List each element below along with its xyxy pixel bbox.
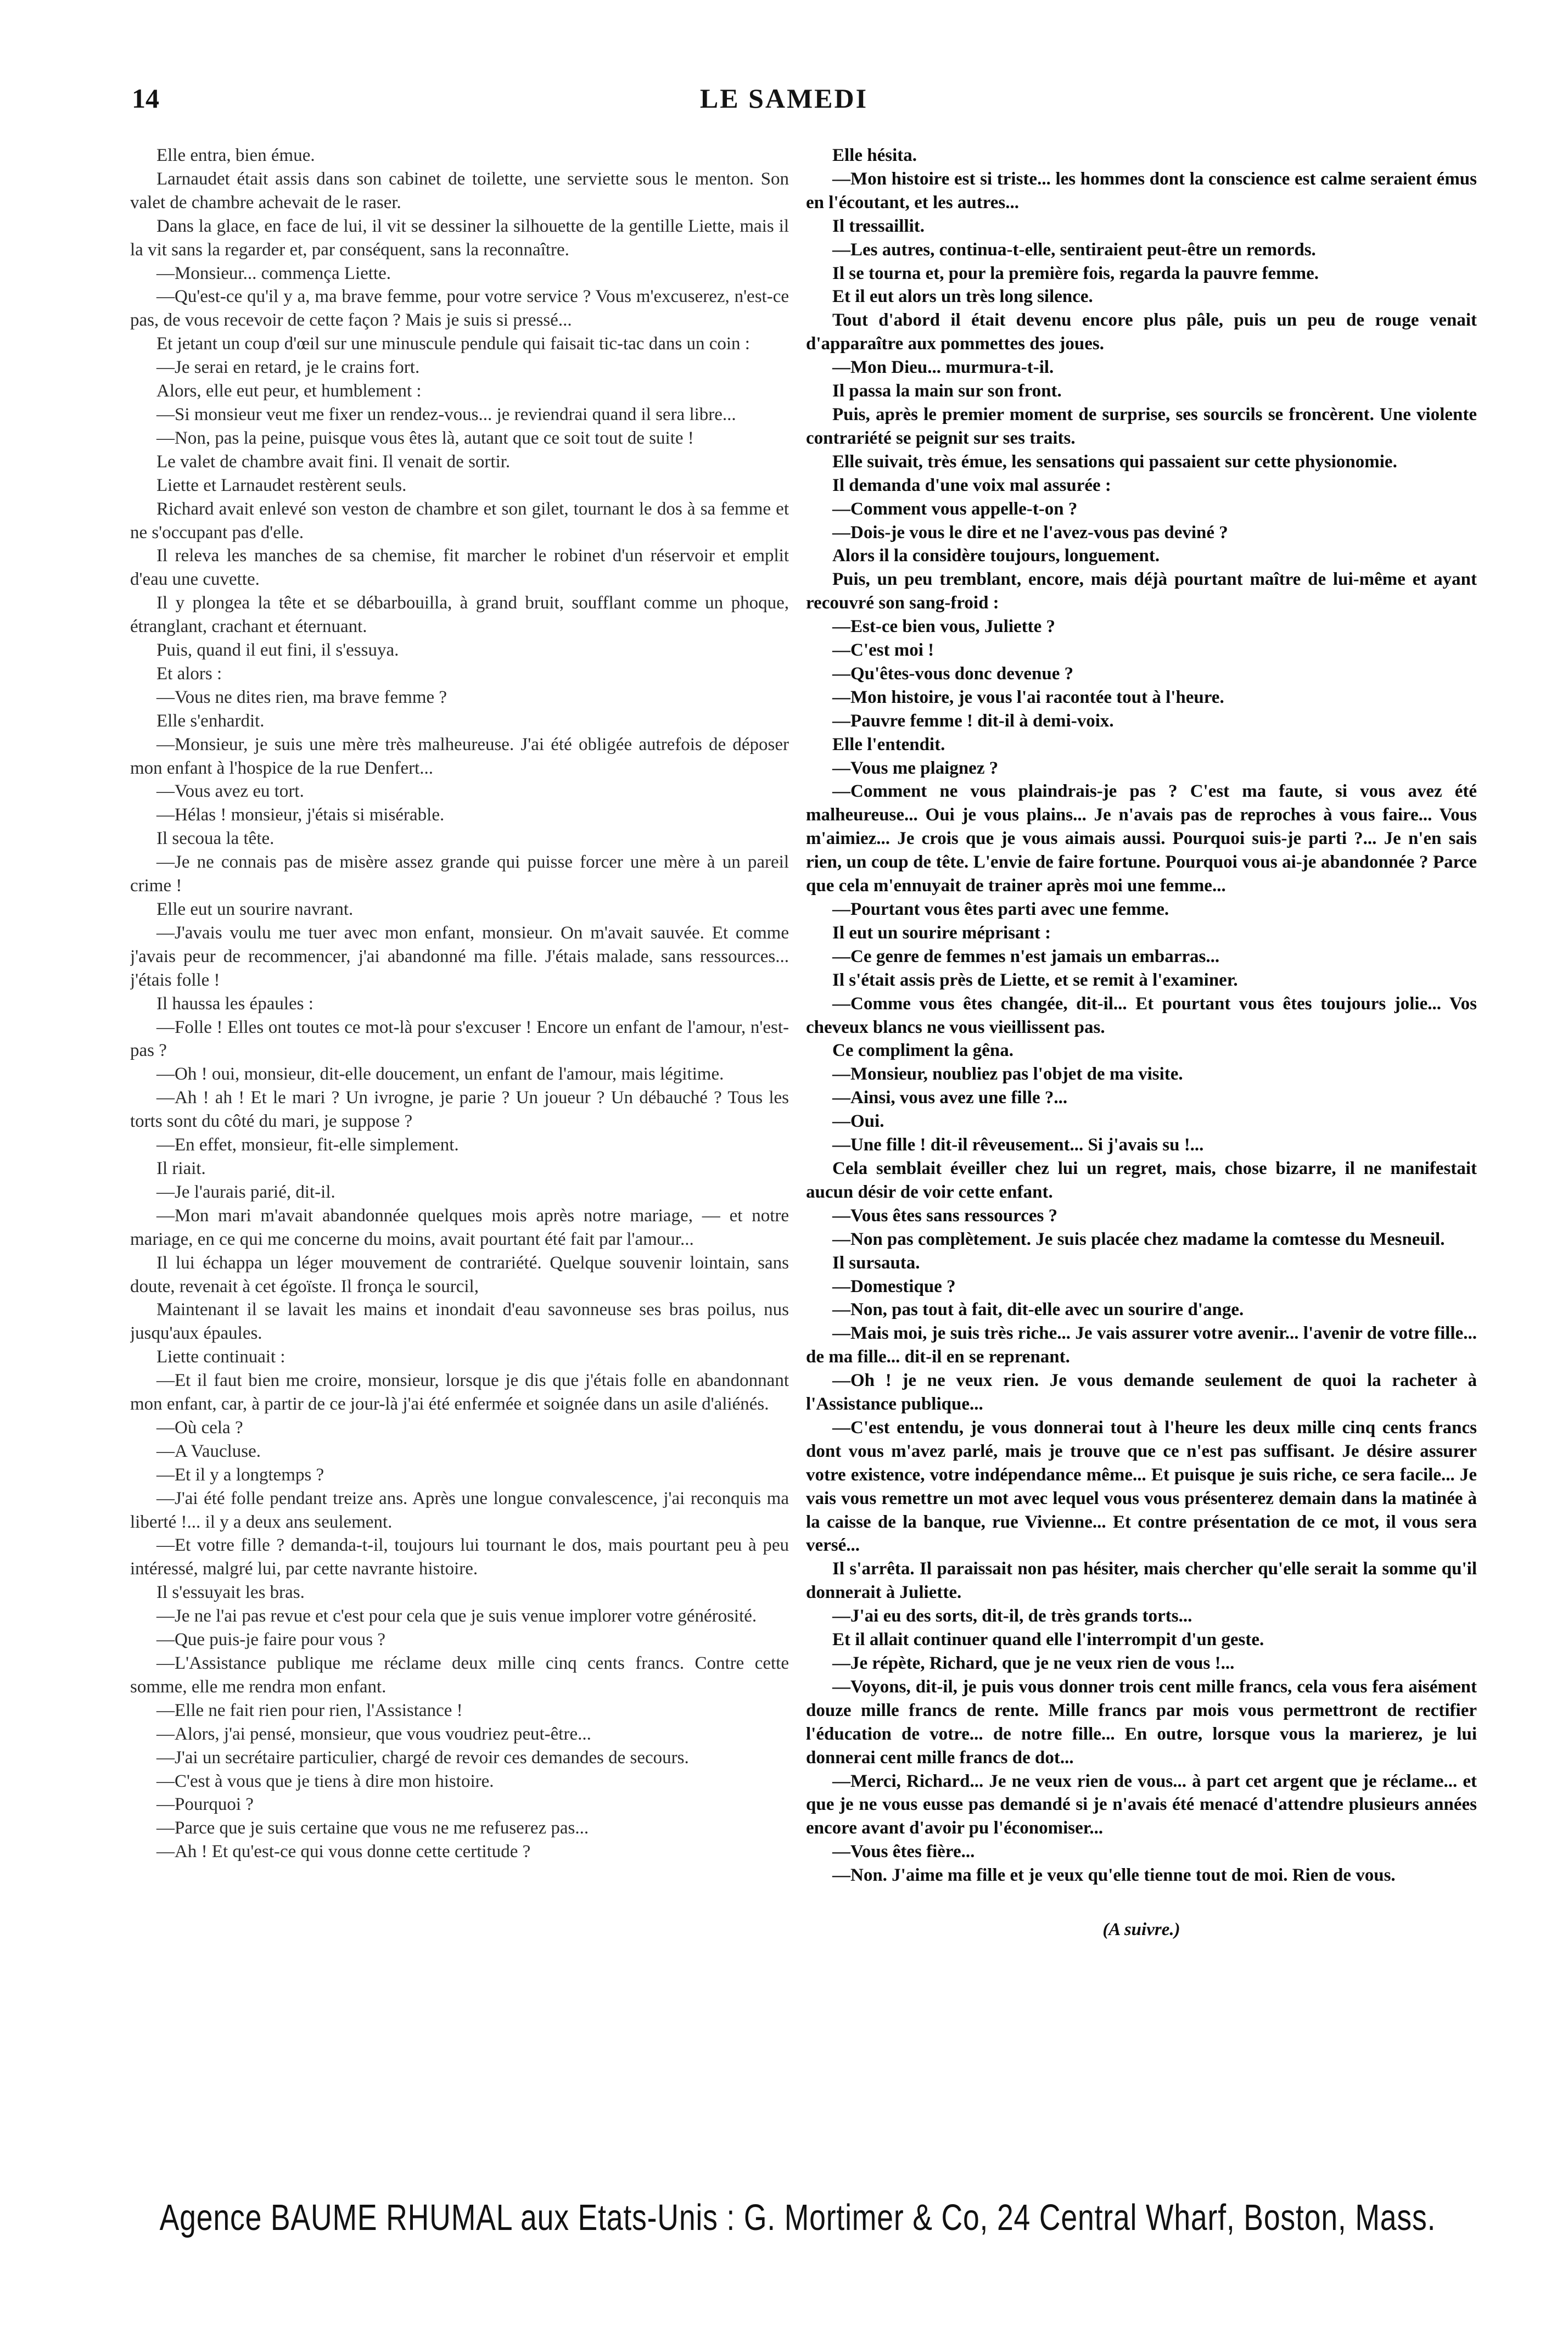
article-paragraph: Il s'arrêta. Il paraissait non pas hésiter, mais chercher qu'elle serait la somme qu'il donnerait à Juliette. bbox=[806, 1559, 1477, 1603]
article-paragraph: Richard avait enlevé son veston de chambre et son gilet, tournant le dos à sa femme et ne s'occupant pas d'elle. bbox=[130, 499, 789, 543]
article-paragraph: —Je serai en retard, je le crains fort. bbox=[156, 357, 420, 378]
article-paragraph: Elle entra, bien émue. bbox=[156, 146, 315, 165]
article-paragraph: —Vous avez eu tort. bbox=[156, 781, 304, 802]
footer-advertisement-text: Agence BAUME RHUMAL aux Etats-Unis : G. Mortimer & Co, 24 Central Wharf, Boston, Mass. bbox=[159, 2197, 1436, 2238]
page-number: 14 bbox=[132, 83, 159, 114]
article-paragraph: Liette continuait : bbox=[156, 1347, 285, 1367]
article-paragraph: Larnaudet était assis dans son cabinet de toilette, une serviette sous le menton. Son valet de chambre achevait de le raser. bbox=[130, 169, 789, 213]
article-paragraph: —Ah ! Et qu'est-ce qui vous donne cette certitude ? bbox=[156, 1842, 531, 1862]
article-paragraph: Il secoua la tête. bbox=[156, 829, 275, 849]
article-paragraph: —Non. J'aime ma fille et je veux qu'elle tienne tout de moi. Rien de vous. bbox=[832, 1865, 1396, 1886]
article-paragraph: —Pauvre femme ! dit-il à demi-voix. bbox=[832, 711, 1114, 731]
page-header bbox=[0, 82, 1568, 126]
article-paragraph: —Vous ne dites rien, ma brave femme ? bbox=[156, 687, 447, 707]
article-paragraph: —C'est moi ! bbox=[832, 640, 934, 661]
article-paragraph: Il demanda d'une voix mal assurée : bbox=[832, 475, 1111, 495]
article-paragraph: Il s'essuyait les bras. bbox=[156, 1583, 305, 1603]
footer-advertisement bbox=[0, 2196, 1568, 2257]
article-paragraph: —Est-ce bien vous, Juliette ? bbox=[832, 617, 1056, 637]
article-paragraph: —Parce que je suis certaine que vous ne me refuserez pas... bbox=[156, 1818, 589, 1838]
article-paragraph: Alors, elle eut peur, et humblement : bbox=[156, 381, 422, 401]
article-paragraph: —Dois-je vous le dire et ne l'avez-vous pas deviné ? bbox=[832, 522, 1228, 543]
article-paragraph: —Mais moi, je suis très riche... Je vais assurer votre avenir... l'avenir de votre fille... de ma fille... dit-il en se reprenant. bbox=[806, 1323, 1477, 1367]
article-paragraph: —Et votre fille ? demanda-t-il, toujours lui tournant le dos, mais pourtant peu à peu intéressé, malgré lui, par cette navrante histoire. bbox=[130, 1535, 789, 1579]
article-paragraph: —Si monsieur veut me fixer un rendez-vous... je reviendrai quand il sera libre... bbox=[156, 404, 736, 424]
article-paragraph: —Mon Dieu... murmura-t-il. bbox=[832, 357, 1054, 378]
article-paragraph: —Voyons, dit-il, je puis vous donner trois cent mille francs, cela vous fera aisément douze mille francs de rente. Mille francs par mois vous permettront de rectifier l'éducation de votre... de notre fille... En outre, lorsque vous la marierez, je lui donnerai cent mille francs de dot... bbox=[806, 1676, 1477, 1768]
article-paragraph: —Oh ! je ne veux rien. Je vous demande seulement de quoi la racheter à l'Assistance publique... bbox=[806, 1371, 1477, 1415]
article-paragraph: —Vous me plaignez ? bbox=[832, 758, 999, 778]
article-paragraph: —Ce genre de femmes n'est jamais un embarras... bbox=[832, 946, 1220, 966]
article-paragraph: —Pourquoi ? bbox=[156, 1795, 254, 1815]
article-paragraph: —J'ai été folle pendant treize ans. Après une longue convalescence, j'ai reconquis ma liberté !... il y a deux ans seulement. bbox=[130, 1488, 789, 1532]
article-paragraph: Et alors : bbox=[156, 663, 222, 684]
article-paragraph: Ce compliment la gêna. bbox=[832, 1041, 1013, 1061]
right-column bbox=[806, 144, 1477, 2143]
article-paragraph: Cela semblait éveiller chez lui un regret, mais, chose bizarre, il ne manifestait aucun désir de voir cette enfant. bbox=[806, 1158, 1477, 1202]
article-paragraph: Liette et Larnaudet restèrent seuls. bbox=[156, 475, 407, 495]
article-paragraph: —Que puis-je faire pour vous ? bbox=[156, 1630, 385, 1650]
article-paragraph: Il s'était assis près de Liette, et se remit à l'examiner. bbox=[832, 970, 1238, 990]
article-paragraph: —L'Assistance publique me réclame deux mille cinq cents francs. Contre cette somme, elle me rendra mon enfant. bbox=[130, 1653, 789, 1697]
article-paragraph: —Oui. bbox=[832, 1111, 884, 1132]
article-paragraph: —Je l'aurais parié, dit-il. bbox=[156, 1182, 335, 1202]
article-paragraph: Il passa la main sur son front. bbox=[832, 381, 1062, 401]
article-paragraph: Le valet de chambre avait fini. Il venait de sortir. bbox=[156, 451, 511, 472]
article-paragraph: —Non, pas tout à fait, dit-elle avec un sourire d'ange. bbox=[832, 1300, 1244, 1320]
article-paragraph: —C'est entendu, je vous donnerai tout à l'heure les deux mille cinq cents francs dont vous m'avez parlé, mais je trouve que ce n'est pas suffisant. Je désire assurer votre existence, votre indépendance même... Et puisque je suis riche, ce sera facile... Je vais vous remettre un mot avec lequel vous vous présenterez demain dans la matinée à la caisse de la banque, rue Vivienne... Et contre présentation de ce mot, il vous sera versé... bbox=[806, 1417, 1477, 1556]
article-paragraph: —Les autres, continua-t-elle, sentiraient peut-être un remords. bbox=[832, 239, 1316, 260]
article-paragraph: —En effet, monsieur, fit-elle simplement. bbox=[156, 1135, 459, 1155]
article-paragraph: —Oh ! oui, monsieur, dit-elle doucement, un enfant de l'amour, mais légitime. bbox=[156, 1064, 724, 1085]
article-paragraph: Et il eut alors un très long silence. bbox=[832, 287, 1093, 307]
article-paragraph: —Mon histoire, je vous l'ai racontée tout à l'heure. bbox=[832, 687, 1224, 707]
article-paragraph: Dans la glace, en face de lui, il vit se dessiner la silhouette de la gentille Liette, mais il la vit sans la regarder et, par conséquent, sans la reconnaître. bbox=[130, 216, 789, 260]
article-paragraph: Il y plongea la tête et se débarbouilla, à grand bruit, soufflant comme un phoque, étranglant, crachant et éternuant. bbox=[130, 593, 789, 637]
article-paragraph: —C'est à vous que je tiens à dire mon histoire. bbox=[156, 1771, 494, 1791]
article-paragraph: Puis, un peu tremblant, encore, mais déjà pourtant maître de lui-même et ayant recouvré son sang-froid : bbox=[806, 569, 1477, 613]
article-paragraph: —Vous êtes fière... bbox=[832, 1842, 975, 1862]
article-paragraph: Elle eut un sourire navrant. bbox=[156, 899, 354, 919]
article-paragraph: —Monsieur... commença Liette. bbox=[156, 263, 391, 283]
article-paragraph: —Ah ! ah ! Et le mari ? Un ivrogne, je parie ? Un joueur ? Un débauché ? Tous les torts sont du côté du mari, je suppose ? bbox=[130, 1088, 789, 1132]
article-paragraph: —A Vaucluse. bbox=[156, 1441, 261, 1461]
article-paragraph: Elle s'enhardit. bbox=[156, 711, 265, 731]
article-paragraph: —Non pas complètement. Je suis placée chez madame la comtesse du Mesneuil. bbox=[832, 1229, 1445, 1249]
left-column bbox=[130, 144, 789, 2143]
article-paragraph: Et jetant un coup d'œil sur une minuscule pendule qui faisait tic-tac dans un coin : bbox=[156, 334, 750, 354]
article-paragraph: —Qu'est-ce qu'il y a, ma brave femme, pour votre service ? Vous m'excuserez, n'est-ce pas, de vous recevoir de cette façon ? Mais je suis si pressé... bbox=[130, 287, 789, 331]
article-paragraph: Il eut un sourire méprisant : bbox=[832, 923, 1051, 943]
article-paragraph: —Monsieur, je suis une mère très malheureuse. J'ai été obligée autrefois de déposer mon enfant à l'hospice de la rue Denfert... bbox=[130, 734, 789, 778]
article-paragraph: Elle l'entendit. bbox=[832, 734, 945, 754]
article-paragraph: —Je ne connais pas de misère assez grande qui puisse forcer une mère à un pareil crime ! bbox=[130, 852, 789, 896]
article-paragraph: —Comment vous appelle-t-on ? bbox=[832, 499, 1078, 519]
article-paragraph: —Hélas ! monsieur, j'étais si misérable. bbox=[156, 805, 445, 825]
article-paragraph: —Une fille ! dit-il rêveusement... Si j'avais su !... bbox=[832, 1135, 1204, 1155]
article-paragraph: Alors il la considère toujours, longuement. bbox=[832, 546, 1160, 566]
article-paragraph: —Mon mari m'avait abandonnée quelques mois après notre mariage, — et notre mariage, en ce qui me concerne du moins, avait pourtant été fait par l'amour... bbox=[130, 1205, 789, 1249]
article-paragraph: —Qu'êtes-vous donc devenue ? bbox=[832, 663, 1074, 684]
article-paragraph: —Domestique ? bbox=[832, 1276, 956, 1296]
article-paragraph: —Non, pas la peine, puisque vous êtes là, autant que ce soit tout de suite ! bbox=[156, 428, 694, 448]
article-paragraph: —Où cela ? bbox=[156, 1417, 243, 1438]
article-paragraph: —Alors, j'ai pensé, monsieur, que vous voudriez peut-être... bbox=[156, 1724, 591, 1744]
article-paragraph: —Et il faut bien me croire, monsieur, lorsque je dis que j'étais folle en abandonnant mon enfant, car, à partir de ce jour-là j'ai été enfermée et soignée dans un asile d'aliénés. bbox=[130, 1371, 789, 1415]
article-paragraph: Puis, après le premier moment de surprise, ses sourcils se froncèrent. Une violente contrariété se peignit sur ses traits. bbox=[806, 404, 1477, 448]
article-paragraph: Il releva les manches de sa chemise, fit marcher le robinet d'un réservoir et emplit d'eau une cuvette. bbox=[130, 546, 789, 590]
article-paragraph: —Je répète, Richard, que je ne veux rien de vous !... bbox=[832, 1653, 1235, 1673]
article-paragraph: —Vous êtes sans ressources ? bbox=[832, 1205, 1058, 1226]
article-paragraph: Il lui échappa un léger mouvement de contrariété. Quelque souvenir lointain, sans doute, revenait à cet égoïste. Il fronça le sourcil, bbox=[130, 1253, 789, 1296]
article-paragraph: Puis, quand il eut fini, il s'essuya. bbox=[156, 640, 399, 661]
article-paragraph: —Monsieur, noubliez pas l'objet de ma visite. bbox=[832, 1064, 1183, 1085]
article-paragraph: Maintenant il se lavait les mains et inondait d'eau savonneuse ses bras poilus, nus jusqu'aux épaules. bbox=[130, 1300, 789, 1344]
article-paragraph: Il se tourna et, pour la première fois, regarda la pauvre femme. bbox=[832, 263, 1319, 283]
article-paragraph: Il sursauta. bbox=[832, 1253, 920, 1273]
article-paragraph: —Je ne l'ai pas revue et c'est pour cela que je suis venue implorer votre générosité. bbox=[156, 1606, 757, 1626]
article-paragraph: —Pourtant vous êtes parti avec une femme. bbox=[832, 899, 1169, 919]
article-paragraph: Tout d'abord il était devenu encore plus pâle, puis un peu de rouge venait d'apparaître aux pommettes des joues. bbox=[806, 310, 1477, 354]
article-paragraph: —Et il y a longtemps ? bbox=[156, 1464, 324, 1485]
to-be-continued: (A suivre.) bbox=[1102, 1920, 1180, 1940]
journal-title: LE SAMEDI bbox=[699, 83, 869, 114]
article-paragraph: —Comme vous êtes changée, dit-il... Et pourtant vous êtes toujours jolie... Vos cheveux blancs ne vous vieillissent pas. bbox=[806, 993, 1477, 1037]
article-paragraph: —Ainsi, vous avez une fille ?... bbox=[832, 1088, 1068, 1108]
article-paragraph: —Mon histoire est si triste... les hommes dont la conscience est calme seraient émus en l'écoutant, et les autres... bbox=[806, 169, 1477, 213]
article-paragraph: —Comment ne vous plaindrais-je pas ? C'est ma faute, si vous avez été malheureuse... Oui je vous plains... Je n'avais pas de reproches à vous faire... Vous m'aimiez... Je crois que je vous aimais aussi. Pourquoi suis-je parti ?... Je n'en sais rien, un coup de tête. L'envie de faire fortune. Pourquoi vous ai-je abandonnée ? Parce que cela m'ennuyait de trainer après moi une femme... bbox=[806, 781, 1477, 896]
article-paragraph: —Elle ne fait rien pour rien, l'Assistance ! bbox=[156, 1700, 463, 1720]
article-paragraph: Et il allait continuer quand elle l'interrompit d'un geste. bbox=[832, 1630, 1264, 1650]
article-paragraph: —Merci, Richard... Je ne veux rien de vous... à part cet argent que je réclame... et que je ne vous eusse pas demandé si je n'avais été menacé d'attendre plusieurs années encore avant d'avoir pu l'économiser... bbox=[806, 1771, 1477, 1838]
article-paragraph: —Folle ! Elles ont toutes ce mot-là pour s'excuser ! Encore un enfant de l'amour, n'est-pas ? bbox=[130, 1017, 789, 1061]
article-paragraph: Elle hésita. bbox=[832, 146, 917, 165]
article-paragraph: Elle suivait, très émue, les sensations qui passaient sur cette physionomie. bbox=[832, 451, 1397, 472]
article-paragraph: —J'ai eu des sorts, dit-il, de très grands torts... bbox=[832, 1606, 1192, 1626]
article-paragraph: Il haussa les épaules : bbox=[156, 993, 313, 1014]
article-paragraph: Il tressaillit. bbox=[832, 216, 925, 236]
article-paragraph: Il riait. bbox=[156, 1158, 206, 1178]
article-paragraph: —J'ai un secrétaire particulier, chargé de revoir ces demandes de secours. bbox=[156, 1747, 689, 1768]
article-paragraph: —J'avais voulu me tuer avec mon enfant, monsieur. On m'avait sauvée. Et comme j'avais peur de recommencer, j'ai abandonné ma fille. J'étais malade, sans ressources... j'étais folle ! bbox=[130, 923, 789, 990]
